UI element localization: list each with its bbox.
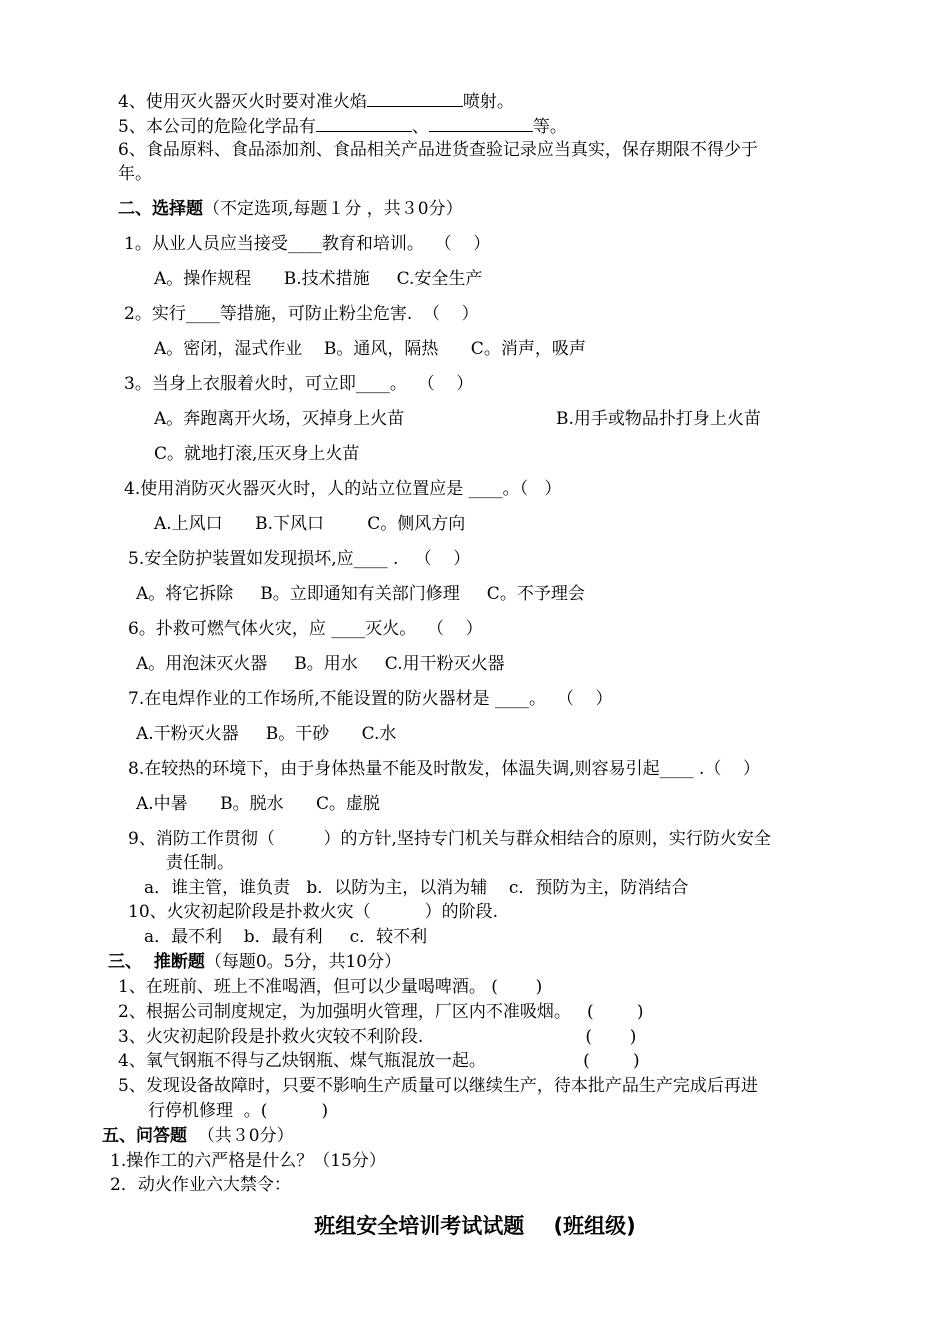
choice-options-9: a．谁主管，谁负责 b．以防为主，以消为辅 c．预防为主，防消结合 xyxy=(144,878,689,898)
choice-options-1: A。操作规程 B.技术措施 C.安全生产 xyxy=(154,269,483,289)
choice-options-4: A.上风口 B.下风口 C。侧风方向 xyxy=(154,514,466,534)
choice-question-2: 2。实行____等措施，可防止粉尘危害. （ ） xyxy=(124,304,479,324)
choice-options-8: A.中暑 B。脱水 C。虚脱 xyxy=(136,794,381,814)
choice-options-5: A。将它拆除 B。立即通知有关部门修理 C。不予理会 xyxy=(136,584,585,604)
answer-blank xyxy=(429,115,533,132)
choice-option-3a: A。奔跑离开火场，灭掉身上火苗 xyxy=(154,409,405,429)
section-heading-choice xyxy=(118,199,463,219)
fill-question-4 xyxy=(118,90,514,112)
choice-question-7: 7.在电焊作业的工作场所,不能设置的防火器材是 ____。 （ ） xyxy=(128,689,613,709)
section-note: （不定选项,每题１分 ，共３0分） xyxy=(203,199,463,219)
fill-q5-end: 等。 xyxy=(532,117,567,137)
judgement-item-2: 2、根据公司制度规定，为加强明火管理，厂区内不准吸烟。 ( ) xyxy=(118,1002,644,1022)
answer-blank xyxy=(367,90,463,107)
fill-q4-text: 4、使用灭火器灭火时要对准火焰 xyxy=(118,92,367,112)
fill-question-6: 6、食品原料、食品添加剂、食品相关产品进货查验记录应当真实，保存期限不得少于 xyxy=(118,140,758,160)
choice-question-1: 1。从业人员应当接受____教育和培训。 （ ） xyxy=(124,234,491,254)
choice-question-8: 8.在较热的环境下，由于身体热量不能及时散发，体温失调,则容易引起____ .（ ） xyxy=(128,759,761,779)
judgement-item-1: 1、在班前、班上不准喝酒，但可以少量喝啤酒。 ( ) xyxy=(118,977,543,997)
fill-q5-sep: 、 xyxy=(411,117,429,137)
choice-question-4: 4.使用消防灭火器灭火时，人的站立位置应是 ____。（ ） xyxy=(124,479,562,499)
fill-question-6-cont: 年。 xyxy=(118,164,152,184)
choice-question-6: 6。扑救可燃气体火灾，应 ____灭火。 （ ） xyxy=(128,619,483,639)
fill-q4-end: 喷射。 xyxy=(462,92,514,112)
judgement-item-5: 5、发现设备故障时，只要不影响生产质量可以继续生产，待本批产品生产完成后再进 xyxy=(118,1076,758,1096)
judgement-item-3: 3、火灾初起阶段是扑救火灾较不利阶段. ( ) xyxy=(118,1027,637,1047)
judgement-item-5-cont: 行停机修理 。( ) xyxy=(148,1101,329,1121)
answer-blank xyxy=(316,115,412,132)
section-note: （共３0分） xyxy=(187,1126,294,1146)
document-title: 班组安全培训考试试题 (班组级) xyxy=(314,1214,636,1238)
choice-question-9: 9、消防工作贯彻（ ）的方针,坚持专门机关与群众相结合的原则，实行防火安全 xyxy=(128,829,771,849)
choice-option-3c: C。就地打滚,压灭身上火苗 xyxy=(154,444,360,464)
judgement-item-4: 4、氧气钢瓶不得与乙炔钢瓶、煤气瓶混放一起。 ( ) xyxy=(118,1051,640,1071)
fill-q5-text: 5、本公司的危险化学品有 xyxy=(118,117,316,137)
choice-option-3b: B.用手或物品扑打身上火苗 xyxy=(556,409,761,429)
choice-options-2: A。密闭，湿式作业 B。通风，隔热 C。消声，吸声 xyxy=(154,339,586,359)
fill-question-5 xyxy=(118,115,567,137)
qa-item-1: 1.操作工的六严格是什么？（15分） xyxy=(110,1151,386,1171)
section-title: 三、 推断题 xyxy=(108,952,205,972)
section-heading-judgement xyxy=(108,952,401,972)
section-heading-qa xyxy=(102,1126,294,1146)
choice-question-5: 5.安全防护装置如发现损坏,应____ . （ ） xyxy=(128,549,471,569)
choice-question-10: 10、火灾初起阶段是扑救火灾（ ）的阶段. xyxy=(128,902,499,922)
section-note: （每题0。5分，共10分） xyxy=(204,952,402,972)
choice-question-3: 3。当身上衣服着火时，可立即____。 （ ） xyxy=(124,374,474,394)
choice-question-9-cont: 责任制。 xyxy=(166,853,234,873)
choice-options-10: a．最不利 b．最有利 c．较不利 xyxy=(144,927,428,947)
qa-item-2: 2．动火作业六大禁令： xyxy=(110,1175,291,1195)
choice-options-7: A.干粉灭火器 B。干砂 C.水 xyxy=(136,724,397,744)
section-title: 五、问答题 xyxy=(102,1126,187,1146)
choice-options-6: A。用泡沫灭火器 B。用水 C.用干粉灭火器 xyxy=(136,654,505,674)
section-title: 二、选择题 xyxy=(118,199,203,219)
